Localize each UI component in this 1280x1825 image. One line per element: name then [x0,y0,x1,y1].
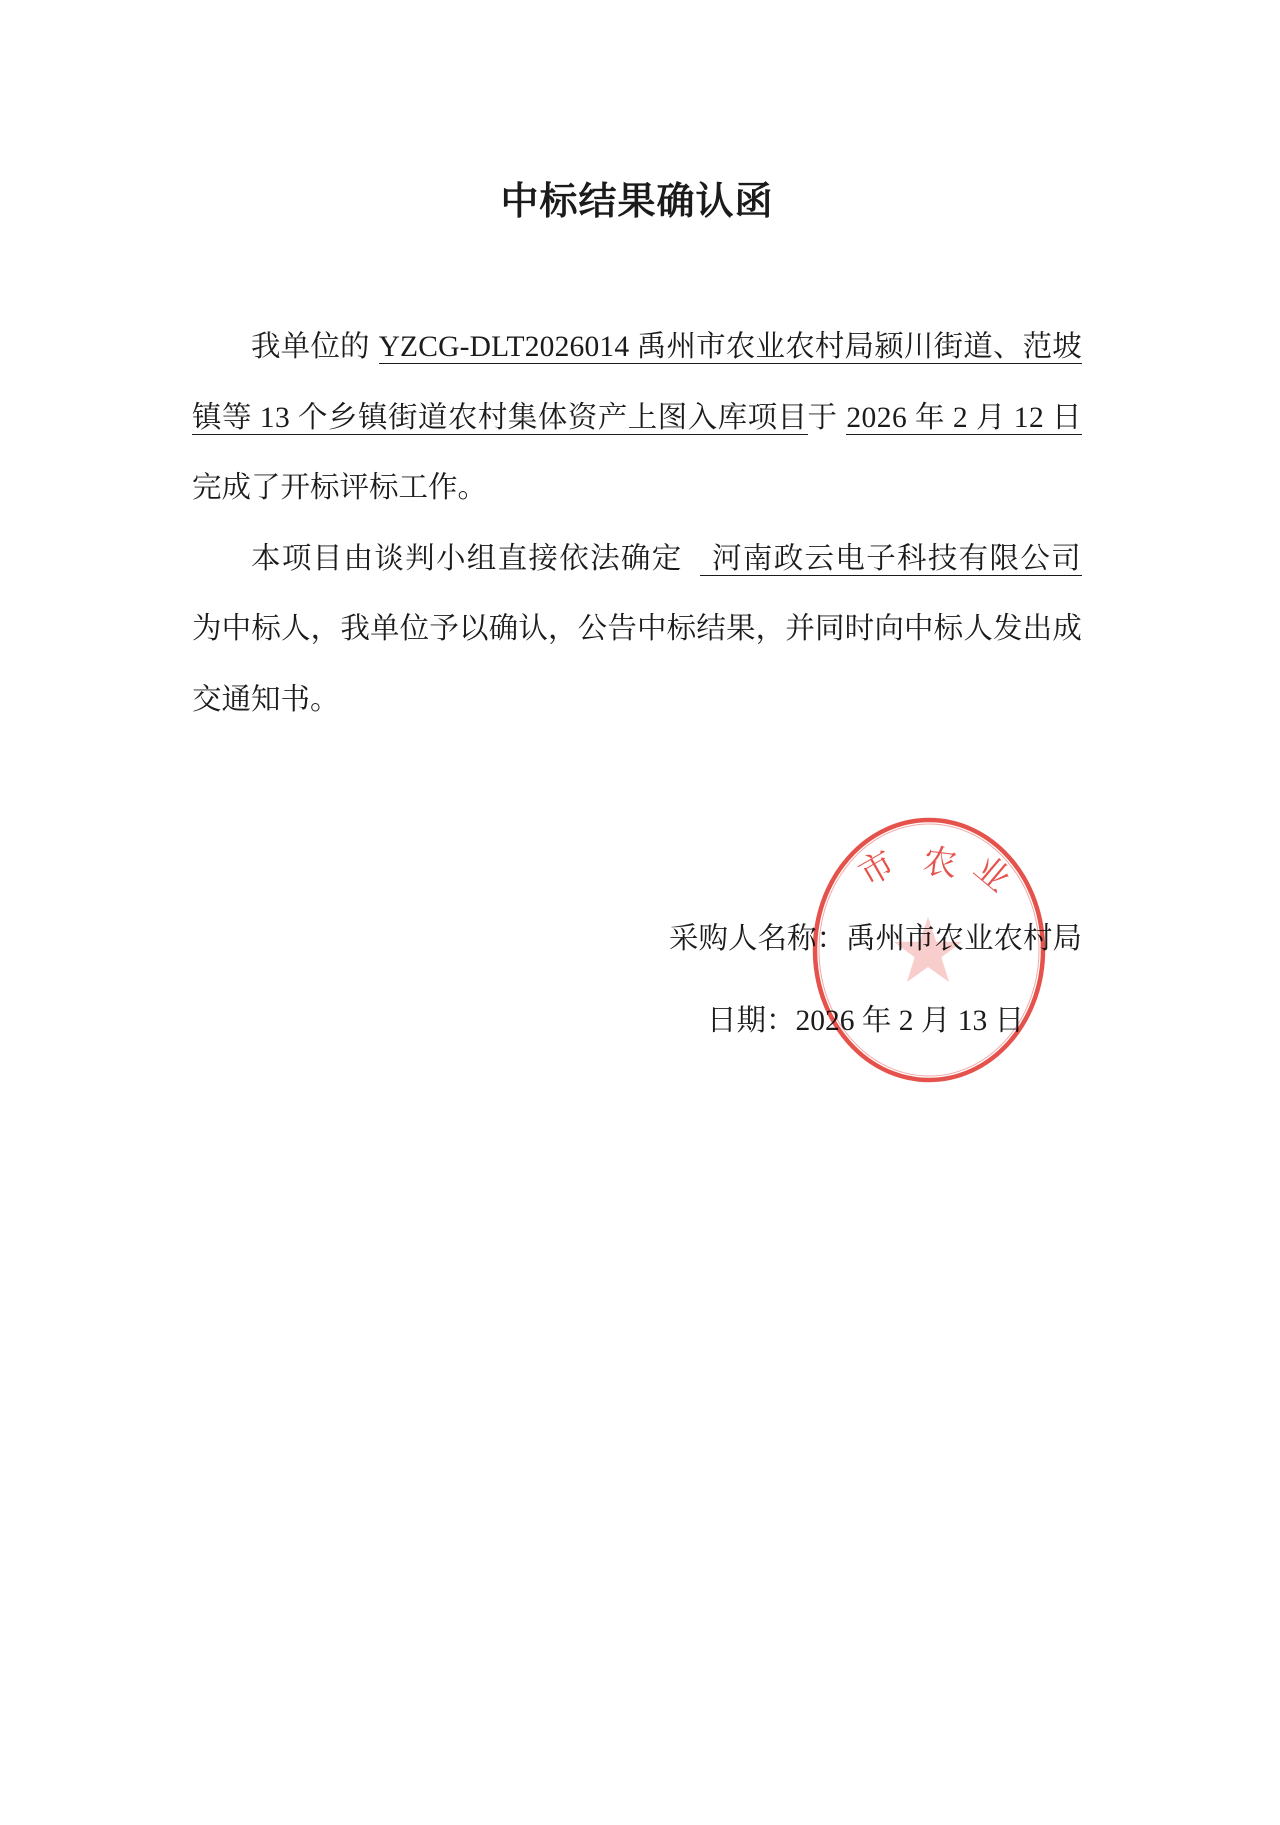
line-text [192,665,340,736]
project-name-part-2: 镇等 13 个乡镇街道农村集体资产上图入库项目 [192,401,808,434]
connector-text: 于 [807,401,838,434]
paragraph-1-closing: 完成了开标评标工作。 [192,472,488,504]
winning-bidder-name: 河南政云电子科技有限公司 [700,543,1082,576]
signature-date-line [707,991,1067,1051]
paragraph-1-intro: 我单位的 [251,331,370,363]
paragraph-2-closing: 交通知书。 [192,683,340,716]
paragraph-1-line-2 [192,383,1082,454]
document-title: 中标结果确认函 [500,181,774,223]
paragraph-2 [192,524,1082,736]
purchaser-name: 禹州市农业农村局 [845,923,1082,955]
bid-opening-date: 2026 年 2 月 12 日 [846,401,1082,434]
paragraph-2-line-3 [192,665,1082,736]
seal-character: 业 [966,847,1018,901]
paragraph-1-line-3 [192,453,1082,524]
line-text [192,383,1082,454]
paragraph-2-continuation: 为中标人，我单位予以确认，公告中标结果，并同时向中标人发出成 [192,613,1082,645]
date-label: 日期： [707,1005,796,1037]
line-text [251,312,1082,383]
paragraph-1 [192,312,1082,524]
purchaser-signature-line [660,909,1082,969]
seal-character: 市 [852,843,902,895]
line-text [707,991,1024,1051]
paragraph-2-line-1 [192,524,1082,595]
paragraph-1-line-1 [192,312,1082,383]
date-value: 2026 年 2 月 13 日 [795,1005,1025,1037]
line-text [251,524,1082,595]
paragraph-2-line-2 [192,594,1082,665]
line-text [192,594,1082,665]
line-text [192,453,487,524]
line-text [669,909,1082,969]
paragraph-2-intro: 本项目由谈判小组直接依法确定 [251,542,683,575]
purchaser-label: 采购人名称： [668,923,846,955]
letter-body [192,312,1082,735]
project-name-part-1: YZCG-DLT2026014 禹州市农业农村局颍川街道、范坡 [378,331,1082,363]
seal-character: 农 [920,841,960,885]
